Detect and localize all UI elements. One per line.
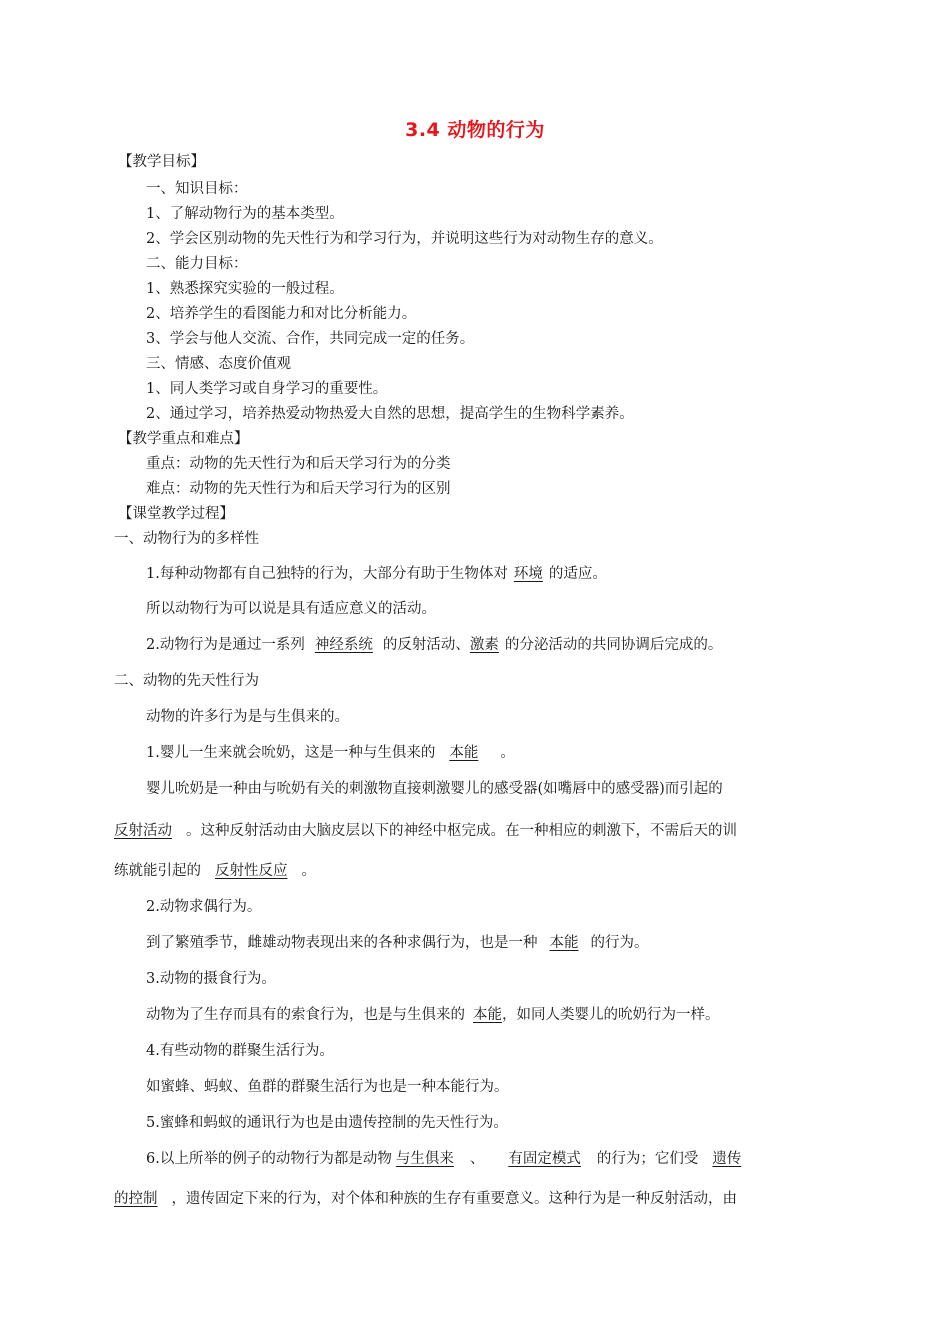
text-run: 。这种反射活动由大脑皮层以下的神经中枢完成。在一种相应的刺激下，不需后天的训	[186, 823, 737, 839]
section-2-item-1-detail-end	[114, 862, 316, 880]
section-2-heading: 二、动物的先天性行为	[114, 673, 259, 689]
text-run: 、	[469, 1151, 485, 1167]
blank-answer: 神经系统	[314, 637, 373, 653]
blank-answer: 遗传	[712, 1151, 742, 1167]
answer-text: 与生俱来	[395, 1151, 454, 1167]
text-run: 的行为；它们受	[596, 1151, 699, 1167]
answer-text: 的控制	[114, 1191, 158, 1207]
page-title: 3.4 动物的行为	[405, 119, 545, 141]
blank-answer	[546, 935, 583, 951]
text-run: 动物为了生存而具有的索食行为，也是与生俱来的	[146, 1007, 465, 1023]
section-1-paragraph-2: 所以动物行为可以说是具有适应意义的活动。	[146, 601, 436, 617]
answer-text: 反射活动	[114, 823, 172, 839]
keypoints-heading: 【教学重点和难点】	[118, 431, 249, 447]
text-run: 。	[500, 745, 515, 761]
answer-text: 反射性反应	[215, 863, 288, 879]
section-2-item-2: 2.动物求偶行为。	[146, 899, 262, 915]
hard-point: 难点：动物的先天性行为和后天学习行为的区别	[146, 481, 451, 497]
key-point: 重点：动物的先天性行为和后天学习行为的分类	[146, 456, 451, 472]
section-2-item-6-cont	[114, 1190, 737, 1208]
blank-answer	[392, 1151, 460, 1167]
section-1-paragraph-1	[146, 565, 607, 583]
text-run: 的反射活动、	[382, 637, 470, 653]
section-2-item-1-detail-cont	[114, 822, 737, 840]
text-run: 2.动物行为是通过一系列	[146, 637, 305, 653]
blank-answer	[114, 1191, 172, 1207]
text-run: 的适应。	[548, 566, 607, 582]
section-2-item-4: 4.有些动物的群聚生活行为。	[146, 1043, 334, 1059]
blank-answer	[500, 1151, 591, 1167]
answer-text: 本能	[449, 745, 479, 761]
knowledge-goal-1: 1、了解动物行为的基本类型。	[146, 206, 344, 222]
text-run: 练就能引起的	[114, 863, 201, 879]
text-run: 1.每种动物都有自己独特的行为，大部分有助于生物体对	[146, 566, 508, 582]
text-run: ，如同人类婴儿的吮奶行为一样。	[502, 1007, 720, 1023]
emotion-goal-1: 1、同人类学习或自身学习的重要性。	[146, 381, 388, 397]
section-2-item-3-detail	[146, 1006, 720, 1024]
answer-text: 本能	[549, 935, 579, 951]
ability-goal-1: 1、熟悉探究实验的一般过程。	[146, 281, 344, 297]
blank-answer	[435, 745, 492, 761]
section-2-item-3: 3.动物的摄食行为。	[146, 971, 276, 987]
text-run: 的分泌活动的共同协调后完成的。	[504, 637, 723, 653]
section-2-intro: 动物的许多行为是与生俱来的。	[146, 709, 349, 725]
section-2-item-1	[146, 744, 515, 762]
answer-text: 激素	[469, 637, 499, 653]
text-run: 6.以上所举的例子的动物行为都是动物	[146, 1151, 392, 1167]
blank-answer	[508, 566, 549, 582]
section-2-item-2-detail	[146, 934, 649, 952]
blank-answer: 本能	[473, 1007, 502, 1023]
text-run: 1.婴儿一生来就会吮奶，这是一种与生俱来的	[146, 745, 436, 761]
section-2-item-1-detail: 婴儿吮奶是一种由与吮奶有关的刺激物直接刺激婴儿的感受器(如嘴唇中的感受器)而引起的	[146, 781, 723, 797]
text-run: ，遗传固定下来的行为，对个体和种族的生存有重要意义。这种行为是一种反射活动，由	[171, 1191, 737, 1207]
blank-answer	[114, 823, 182, 839]
blank-answer	[470, 637, 505, 653]
section-1-heading: 一、动物行为的多样性	[114, 531, 259, 547]
section-1-paragraph-3	[146, 636, 722, 654]
ability-goal-2: 2、培养学生的看图能力和对比分析能力。	[146, 306, 417, 322]
section-2-item-5: 5.蜜蜂和蚂蚁的通讯行为也是由遗传控制的先天性行为。	[146, 1115, 508, 1131]
process-heading: 【课堂教学过程】	[118, 506, 234, 522]
text-run: 。	[301, 863, 316, 879]
text-run: 的行为。	[590, 935, 649, 951]
ability-goal-3: 3、学会与他人交流、合作，共同完成一定的任务。	[146, 331, 475, 347]
answer-text: 有固定模式	[508, 1151, 581, 1167]
blank-answer	[201, 863, 302, 879]
text-run: 到了繁殖季节，雌雄动物表现出来的各种求偶行为，也是一种	[146, 935, 538, 951]
answer-text: 环境	[513, 566, 543, 582]
section-2-item-4-detail: 如蜜蜂、蚂蚁、鱼群的群聚生活行为也是一种本能行为。	[146, 1079, 509, 1095]
knowledge-goal-2: 2、学会区别动物的先天性行为和学习行为，并说明这些行为对动物生存的意义。	[146, 231, 663, 247]
goals-heading: 【教学目标】	[118, 154, 205, 170]
ability-goals-heading: 二、能力目标：	[146, 256, 248, 272]
knowledge-goals-heading: 一、知识目标：	[146, 181, 248, 197]
emotion-goals-heading: 三、情感、态度价值观	[146, 356, 291, 372]
emotion-goal-2: 2、通过学习，培养热爱动物热爱大自然的思想，提高学生的生物科学素养。	[146, 406, 634, 422]
section-2-item-6	[146, 1150, 741, 1168]
